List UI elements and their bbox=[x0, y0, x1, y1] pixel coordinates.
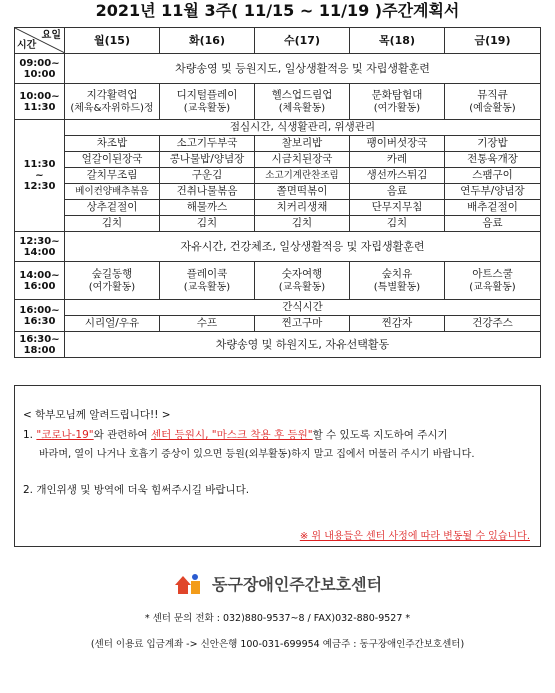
program-cell-mon bbox=[65, 262, 160, 300]
menu-item: 갈치무조림 bbox=[65, 168, 160, 184]
menu-row bbox=[15, 200, 541, 216]
program-type: (교육활동) bbox=[183, 102, 231, 114]
menu-item: 해물까스 bbox=[160, 200, 255, 216]
day-header-tue: 화(16) bbox=[160, 28, 255, 54]
program-name: 디지털플레이 bbox=[176, 88, 238, 101]
menu-item: 단무지무침 bbox=[350, 200, 445, 216]
program-name: 숲길동행 bbox=[91, 267, 133, 280]
program-cell-wed bbox=[255, 84, 350, 120]
program-cell-tue bbox=[160, 262, 255, 300]
time-label: 12:30~ 14:00 bbox=[19, 235, 60, 258]
time-cell bbox=[15, 332, 65, 358]
parent-notice-box bbox=[14, 385, 541, 547]
time-cell bbox=[15, 262, 65, 300]
merged-activity-cell: 차량송영 및 등원지도, 일상생활적응 및 자립생활훈련 bbox=[65, 54, 541, 84]
day-header-thu: 목(18) bbox=[350, 28, 445, 54]
snack-item: 수프 bbox=[160, 316, 255, 332]
center-logo-icon bbox=[173, 573, 203, 595]
page-title: 2021년 11월 3주( 11/15 ~ 11/19 )주간계획서 bbox=[95, 1, 460, 20]
program-type: (교육활동) bbox=[183, 281, 231, 293]
notice-highlight: "코로나-19" bbox=[36, 429, 94, 441]
contact-info: * 센터 문의 전화 : 032)880-9537~8 / FAX)032-880-9527 * bbox=[144, 613, 411, 624]
menu-row bbox=[15, 168, 541, 184]
day-header-wed: 수(17) bbox=[255, 28, 350, 54]
menu-item: 스팸구이 bbox=[445, 168, 541, 184]
menu-item: 상추겉절이 bbox=[65, 200, 160, 216]
footer-logo-row bbox=[0, 572, 555, 602]
program-type: (여가활동) bbox=[373, 102, 421, 114]
menu-item: 차조밥 bbox=[65, 136, 160, 152]
program-type: (예술활동) bbox=[469, 102, 516, 114]
notice-item-2: 2. 개인위생 및 방역에 더욱 힘써주시길 바랍니다. bbox=[23, 484, 250, 496]
notice-heading: < 학부모님께 알려드립니다!! > bbox=[23, 409, 171, 421]
menu-item: 음료 bbox=[445, 216, 541, 232]
time-label: 09:00~ 10:00 bbox=[19, 57, 60, 80]
menu-item: 연두부/양념장 bbox=[445, 184, 541, 200]
menu-item: 베이컨양배추볶음 bbox=[65, 184, 160, 200]
corner-time-label: 시간 bbox=[17, 40, 37, 51]
lunch-heading-row bbox=[15, 120, 541, 136]
lunch-heading: 점심시간, 식생활관리, 위생관리 bbox=[65, 120, 541, 136]
program-type: (특별활동) bbox=[373, 281, 421, 293]
menu-item: 전통육개장 bbox=[445, 152, 541, 168]
notice-highlight: 센터 등원시, "마스크 착용 후 등원" bbox=[151, 429, 313, 441]
menu-row bbox=[15, 152, 541, 168]
snack-row bbox=[15, 316, 541, 332]
time-label: 16:00~ 16:30 bbox=[19, 304, 60, 327]
menu-item: 콩나물밥/양념장 bbox=[160, 152, 255, 168]
program-cell-tue bbox=[160, 84, 255, 120]
program-name: 숲치유 bbox=[381, 267, 413, 280]
time-cell bbox=[15, 232, 65, 262]
program-name: 문화탐험대 bbox=[371, 88, 423, 101]
menu-item: 건취나물볶음 bbox=[160, 184, 255, 200]
program-cell-mon bbox=[65, 84, 160, 120]
program-cell-wed bbox=[255, 262, 350, 300]
snack-item: 찐고구마 bbox=[255, 316, 350, 332]
menu-item: 카레 bbox=[350, 152, 445, 168]
menu-item: 쫄면떡볶이 bbox=[255, 184, 350, 200]
corner-cell bbox=[15, 28, 65, 54]
notice-item-1 bbox=[23, 427, 448, 442]
program-type: (여가활동) bbox=[88, 281, 136, 293]
menu-item: 소고기계란찬조림 bbox=[255, 168, 350, 184]
time-label: 10:00~ 11:30 bbox=[19, 90, 60, 113]
time-cell bbox=[15, 300, 65, 332]
weekly-schedule-table bbox=[14, 27, 541, 358]
notice-item-1-number: 1. bbox=[23, 429, 34, 441]
snack-heading: 간식시간 bbox=[65, 300, 541, 316]
program-cell-fri bbox=[445, 84, 541, 120]
menu-item: 시금치된장국 bbox=[255, 152, 350, 168]
menu-item: 구운김 bbox=[160, 168, 255, 184]
program-name: 플레이쿡 bbox=[186, 267, 228, 280]
time-cell bbox=[15, 120, 65, 232]
snack-item: 찐감자 bbox=[350, 316, 445, 332]
program-name: 뮤직큐 bbox=[477, 88, 508, 101]
time-cell bbox=[15, 54, 65, 84]
menu-row bbox=[15, 184, 541, 200]
program-type: (체육&자위하드)정 bbox=[70, 102, 154, 114]
menu-item: 소고기두부국 bbox=[160, 136, 255, 152]
row-afternoon-program bbox=[15, 262, 541, 300]
program-name: 지각활력업 bbox=[86, 88, 138, 101]
time-label: 11:30 ~ 12:30 bbox=[23, 159, 56, 192]
menu-item: 얼갈이된장국 bbox=[65, 152, 160, 168]
snack-item: 건강주스 bbox=[445, 316, 541, 332]
time-cell bbox=[15, 84, 65, 120]
day-header-mon: 월(15) bbox=[65, 28, 160, 54]
snack-heading-row bbox=[15, 300, 541, 316]
program-name: 아트스쿨 bbox=[472, 267, 513, 280]
program-name: 헬스업드림업 bbox=[271, 88, 333, 101]
corner-day-label: 요일 bbox=[41, 30, 61, 41]
notice-item-1-continued: 바라며, 열이 나거나 호흡기 증상이 있으면 등원(외부활동)하지 말고 집에서 머물러 주시기 바랍니다. bbox=[39, 449, 475, 460]
snack-item: 시리얼/우유 bbox=[65, 316, 160, 332]
organization-name: 동구장애인주간보호센터 bbox=[212, 575, 383, 594]
time-label: 14:00~ 16:00 bbox=[19, 269, 60, 292]
table-header-row bbox=[15, 28, 541, 54]
bank-account-info: (센터 이용료 입금계좌 -> 신안은행 100-031-699954 예금주 : 동구장애인주간보호센터) bbox=[90, 639, 465, 650]
row-morning-program bbox=[15, 84, 541, 120]
row-morning-arrival bbox=[15, 54, 541, 84]
day-header-fri: 금(19) bbox=[445, 28, 541, 54]
menu-item: 김치 bbox=[255, 216, 350, 232]
menu-item: 음료 bbox=[350, 184, 445, 200]
menu-item: 팽이버섯장국 bbox=[350, 136, 445, 152]
time-label: 16:30~ 18:00 bbox=[19, 333, 60, 356]
menu-item: 김치 bbox=[160, 216, 255, 232]
menu-row bbox=[15, 216, 541, 232]
program-type: (체육활동) bbox=[278, 102, 326, 114]
merged-activity-cell: 자유시간, 건강체조, 일상생활적응 및 자립생활훈련 bbox=[65, 232, 541, 262]
merged-activity-cell: 차량송영 및 하원지도, 자유선택활동 bbox=[65, 332, 541, 358]
program-type: (교육활동) bbox=[278, 281, 326, 293]
program-cell-thu bbox=[350, 262, 445, 300]
program-name: 숫자여행 bbox=[281, 267, 323, 280]
row-free-time bbox=[15, 232, 541, 262]
menu-item: 기장밥 bbox=[445, 136, 541, 152]
program-cell-fri bbox=[445, 262, 541, 300]
menu-item: 찰보리밥 bbox=[255, 136, 350, 152]
menu-item: 치커리생채 bbox=[255, 200, 350, 216]
menu-item: 김치 bbox=[65, 216, 160, 232]
row-departure bbox=[15, 332, 541, 358]
menu-item: 배추겉절이 bbox=[445, 200, 541, 216]
program-cell-thu bbox=[350, 84, 445, 120]
notice-text: 할 수 있도록 지도하여 주시기 bbox=[312, 429, 448, 441]
menu-item: 김치 bbox=[350, 216, 445, 232]
notice-text: 와 관련하여 bbox=[93, 429, 148, 441]
notice-footnote: ※ 위 내용들은 센터 사정에 따라 변동될 수 있습니다. bbox=[299, 531, 530, 542]
program-type: (교육활동) bbox=[469, 281, 516, 293]
menu-item: 생선까스튀김 bbox=[350, 168, 445, 184]
menu-row bbox=[15, 136, 541, 152]
